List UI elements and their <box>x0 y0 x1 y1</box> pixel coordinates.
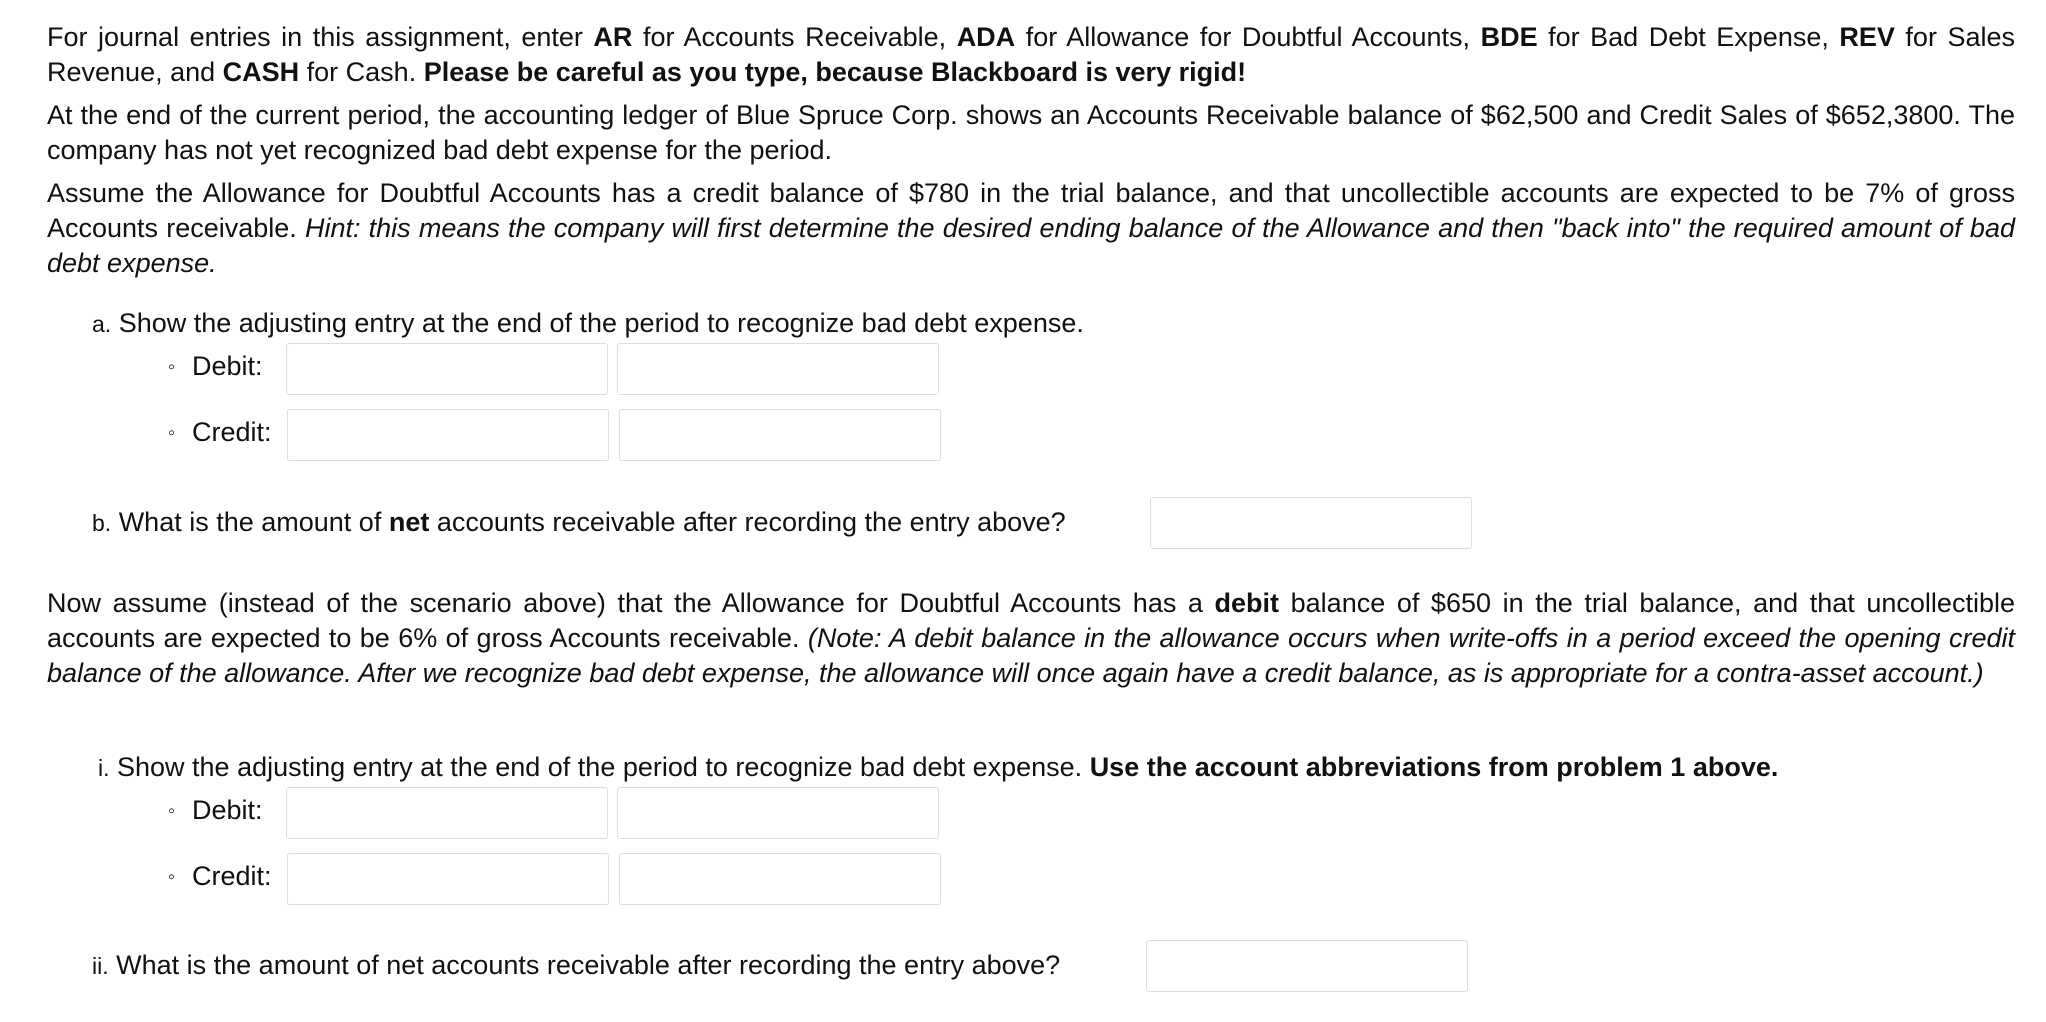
scenario-two-paragraph <box>47 586 2015 691</box>
hint-text: Hint: this means the company will first determine the desired ending balance of the Allowance and then "back into" the required amount of bad debt expense. <box>47 213 2015 278</box>
instructions-text: for Allowance for Doubtful Accounts, <box>1015 22 1481 52</box>
assumption-paragraph <box>47 176 2015 281</box>
debit-row-i <box>168 793 263 829</box>
b-net-ar-input[interactable] <box>1150 497 1472 549</box>
i-debit-account-input[interactable] <box>286 787 608 839</box>
i-debit-amount-input[interactable] <box>617 787 939 839</box>
ar-abbreviation: AR <box>593 22 633 52</box>
a-debit-amount-input[interactable] <box>617 343 939 395</box>
cash-abbreviation: CASH <box>222 57 300 87</box>
credit-label: Credit: <box>192 417 272 447</box>
ada-abbreviation: ADA <box>956 22 1016 52</box>
credit-row-i <box>168 859 272 895</box>
credit-label: Credit: <box>192 861 272 891</box>
a-credit-amount-input[interactable] <box>619 409 941 461</box>
assumption-text: Assume the Allowance for Doubtful Accounts has a credit balance of $780 in the trial balance, and that uncollectible accounts are expected to be 7% of gross Accounts receivable. <box>47 178 2015 243</box>
question-text: accounts receivable after recording the entry above? <box>429 507 1066 537</box>
question-b <box>92 505 1066 541</box>
question-text: What is the amount of <box>111 507 389 537</box>
bullet-icon: ◦ <box>168 866 176 888</box>
question-ii <box>92 948 1060 984</box>
question-marker: i. <box>98 755 110 781</box>
question-marker: b. <box>92 510 112 536</box>
question-instruction: Use the account abbreviations from problem 1 above. <box>1089 752 1779 782</box>
instructions-text: For journal entries in this assignment, enter <box>47 22 594 52</box>
debit-row-a <box>168 349 263 385</box>
debit-label: Debit: <box>192 795 263 825</box>
question-i <box>98 750 1778 786</box>
debit-label: Debit: <box>192 351 263 381</box>
scenario-two-text: balance of $650 in the trial balance, and that uncollectible accounts are expected to be 6% of gross Accounts receivable. <box>47 588 2015 653</box>
instructions-paragraph <box>47 20 2015 90</box>
instructions-text: for Bad Debt Expense, <box>1537 22 1840 52</box>
scenario-two-note: (Note: A debit balance in the allowance occurs when write-offs in a period exceed the opening credit balance of the allowance. After we recognize bad debt expense, the allowance will once again have a credit balance, as is appropriate for a contra-asset account.) <box>47 623 2015 688</box>
bullet-icon: ◦ <box>168 800 176 822</box>
question-text: What is the amount of net accounts receivable after recording the entry above? <box>108 950 1061 980</box>
scenario-paragraph: At the end of the current period, the accounting ledger of Blue Spruce Corp. shows an Accounts Receivable balance of $62,500 and Credit Sales of $652,3800. The company has not yet recognized bad debt expense for the period. <box>47 100 2015 165</box>
bullet-icon: ◦ <box>168 422 176 444</box>
i-credit-amount-input[interactable] <box>619 853 941 905</box>
a-credit-account-input[interactable] <box>287 409 609 461</box>
bde-abbreviation: BDE <box>1480 22 1538 52</box>
question-text: Show the adjusting entry at the end of the period to recognize bad debt expense. <box>111 308 1084 338</box>
a-debit-account-input[interactable] <box>286 343 608 395</box>
typing-warning: Please be careful as you type, because Blackboard is very rigid! <box>423 57 1247 87</box>
instructions-text: for Accounts Receivable, <box>632 22 957 52</box>
rev-abbreviation: REV <box>1839 22 1895 52</box>
instructions-text: for Sales Revenue, and <box>47 22 2016 87</box>
i-credit-account-input[interactable] <box>287 853 609 905</box>
question-emphasis: net <box>388 507 430 537</box>
question-text: Show the adjusting entry at the end of the period to recognize bad debt expense. <box>109 752 1090 782</box>
bullet-icon: ◦ <box>168 356 176 378</box>
scenario-two-text: Now assume (instead of the scenario above) that the Allowance for Doubtful Accounts has a <box>47 588 1215 618</box>
credit-row-a <box>168 415 272 451</box>
scenario-two-emphasis: debit <box>1214 588 1280 618</box>
ii-net-ar-input[interactable] <box>1146 940 1468 992</box>
question-marker: ii. <box>92 953 109 979</box>
instructions-text: for Cash. <box>299 57 424 87</box>
question-marker: a. <box>92 311 112 337</box>
question-a <box>92 306 1084 342</box>
